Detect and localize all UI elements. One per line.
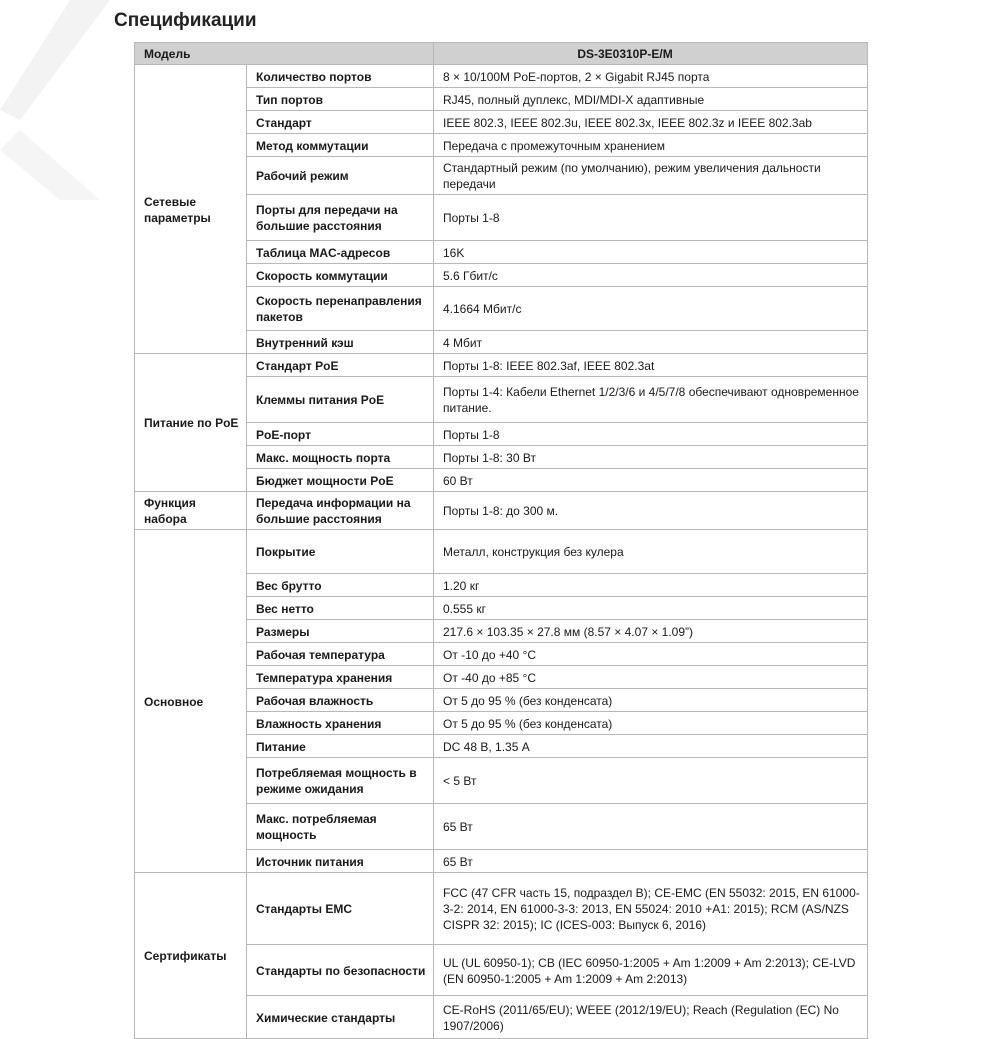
param-value: FCC (47 CFR часть 15, подраздел B); CE-EMC (EN 55032: 2015, EN 61000-3-2: 2014, EN 61000-3-3: 2013, EN 55024: 2010 +A1: 2015); RCM (AS/NZS CISPR 32: 2015); IC (ICES-003: Выпуск 6, 2016) [434, 873, 868, 945]
param-value: Порты 1-8: 30 Вт [434, 446, 868, 469]
spec-table [134, 42, 868, 1039]
model-label: Модель [135, 43, 434, 65]
group-label: Основное [135, 530, 247, 873]
group-label: Функция набора [135, 492, 247, 530]
param-name: Рабочий режим [247, 157, 434, 195]
param-value: IEEE 802.3, IEEE 802.3u, IEEE 802.3x, IEEE 802.3z и IEEE 802.3ab [434, 111, 868, 134]
param-value: 8 × 10/100M PoE-портов, 2 × Gigabit RJ45 порта [434, 65, 868, 88]
param-name: Покрытие [247, 530, 434, 574]
param-value: 4.1664 Мбит/с [434, 287, 868, 331]
group-label: Сетевые параметры [135, 65, 247, 354]
param-name: Стандарты по безопасности [247, 945, 434, 996]
param-value: От 5 до 95 % (без конденсата) [434, 689, 868, 712]
param-name: Макс. потребляемая мощность [247, 804, 434, 850]
param-value: От -40 до +85 °C [434, 666, 868, 689]
param-value: Порты 1-8 [434, 423, 868, 446]
param-value: Порты 1-8: до 300 м. [434, 492, 868, 530]
param-name: Макс. мощность порта [247, 446, 434, 469]
param-value: От 5 до 95 % (без конденсата) [434, 712, 868, 735]
param-value: От -10 до +40 °C [434, 643, 868, 666]
spec-row [135, 354, 868, 377]
param-value: Порты 1-4: Кабели Ethernet 1/2/3/6 и 4/5/7/8 обеспечивают одновременное питание. [434, 377, 868, 423]
param-name: Влажность хранения [247, 712, 434, 735]
param-name: Питание [247, 735, 434, 758]
page-title: Спецификации [114, 10, 257, 31]
spec-row [135, 873, 868, 945]
model-value: DS-3E0310P-E/M [434, 43, 868, 65]
param-name: Вес нетто [247, 597, 434, 620]
param-name: Размеры [247, 620, 434, 643]
param-value: 0.555 кг [434, 597, 868, 620]
param-name: Скорость коммутации [247, 264, 434, 287]
group-label: Сертификаты [135, 873, 247, 1039]
param-value: Порты 1-8 [434, 195, 868, 241]
param-name: Тип портов [247, 88, 434, 111]
param-name: Количество портов [247, 65, 434, 88]
param-value: 5.6 Гбит/с [434, 264, 868, 287]
param-value: 65 Вт [434, 804, 868, 850]
param-name: Рабочая температура [247, 643, 434, 666]
param-value: Порты 1-8: IEEE 802.3af, IEEE 802.3at [434, 354, 868, 377]
param-name: Скорость перенаправления пакетов [247, 287, 434, 331]
param-value: 60 Вт [434, 469, 868, 492]
param-name: Потребляемая мощность в режиме ожидания [247, 758, 434, 804]
param-name: Передача информации на большие расстояния [247, 492, 434, 530]
param-value: 65 Вт [434, 850, 868, 873]
param-name: Рабочая влажность [247, 689, 434, 712]
param-value: 217.6 × 103.35 × 27.8 мм (8.57 × 4.07 × 1.09”) [434, 620, 868, 643]
param-name: Внутренний кэш [247, 331, 434, 354]
param-name: Источник питания [247, 850, 434, 873]
group-label: Питание по PoE [135, 354, 247, 492]
spec-table-body [135, 43, 868, 1039]
param-value: < 5 Вт [434, 758, 868, 804]
param-value: 4 Мбит [434, 331, 868, 354]
param-value: Передача с промежуточным хранением [434, 134, 868, 157]
param-name: Клеммы питания PoE [247, 377, 434, 423]
param-value: 16K [434, 241, 868, 264]
param-value: Металл, конструкция без кулера [434, 530, 868, 574]
spec-row [135, 492, 868, 530]
model-row [135, 43, 868, 65]
param-name: Стандарты EMC [247, 873, 434, 945]
param-name: Таблица MAC-адресов [247, 241, 434, 264]
param-name: Вес брутто [247, 574, 434, 597]
param-name: PoE-порт [247, 423, 434, 446]
param-value: DC 48 В, 1.35 А [434, 735, 868, 758]
spec-row [135, 530, 868, 574]
param-value: UL (UL 60950-1); CB (IEC 60950-1:2005 + Am 1:2009 + Am 2:2013); CE-LVD (EN 60950-1:2005 + Am 1:2009 + Am 2:2013) [434, 945, 868, 996]
param-name: Порты для передачи на большие расстояния [247, 195, 434, 241]
param-value: 1.20 кг [434, 574, 868, 597]
param-name: Температура хранения [247, 666, 434, 689]
param-name: Метод коммутации [247, 134, 434, 157]
param-name: Бюджет мощности PoE [247, 469, 434, 492]
param-value: Стандартный режим (по умолчанию), режим увеличения дальности передачи [434, 157, 868, 195]
spec-row [135, 65, 868, 88]
param-value: CE-RoHS (2011/65/EU); WEEE (2012/19/EU); Reach (Regulation (EC) No 1907/2006) [434, 996, 868, 1039]
param-name: Стандарт [247, 111, 434, 134]
param-name: Химические стандарты [247, 996, 434, 1039]
param-name: Стандарт PoE [247, 354, 434, 377]
param-value: RJ45, полный дуплекс, MDI/MDI-X адаптивные [434, 88, 868, 111]
